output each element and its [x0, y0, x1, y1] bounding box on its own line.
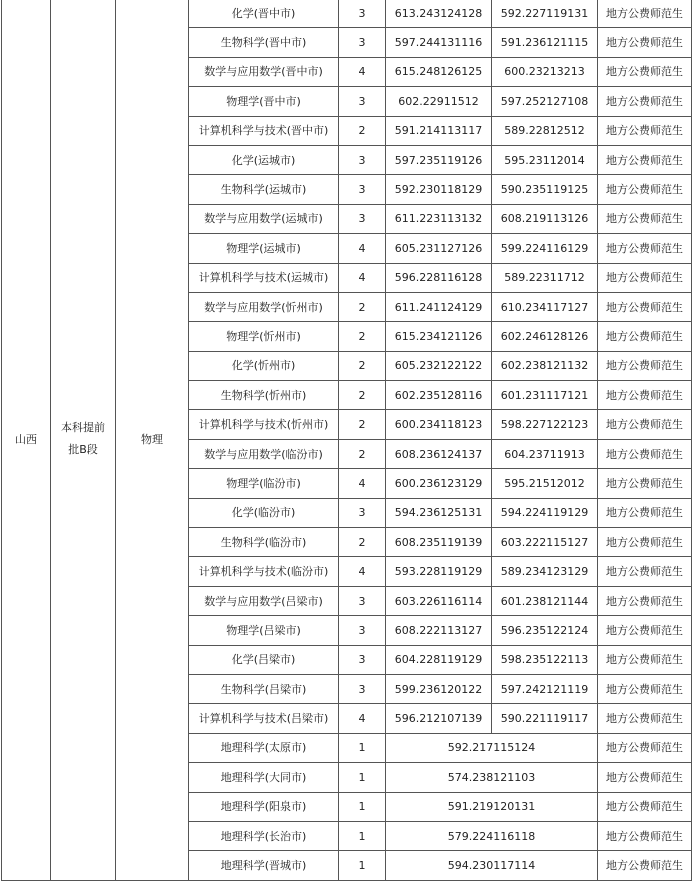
- note-cell: 地方公费师范生: [598, 28, 692, 57]
- note-cell: 地方公费师范生: [598, 292, 692, 321]
- major-cell: 生物科学(吕梁市): [189, 674, 339, 703]
- major-cell: 物理学(运城市): [189, 234, 339, 263]
- plan-count-cell: 4: [339, 469, 386, 498]
- plan-count-cell: 3: [339, 0, 386, 28]
- note-cell: 地方公费师范生: [598, 263, 692, 292]
- note-cell: 地方公费师范生: [598, 704, 692, 733]
- major-cell: 生物科学(运城市): [189, 175, 339, 204]
- min-score-cell: 601.238121144: [492, 586, 598, 615]
- max-score-cell: 600.234118123: [386, 410, 492, 439]
- plan-count-cell: 2: [339, 351, 386, 380]
- min-score-cell: 602.238121132: [492, 351, 598, 380]
- plan-count-cell: 1: [339, 821, 386, 850]
- plan-count-cell: 2: [339, 322, 386, 351]
- min-score-cell: 598.235122113: [492, 645, 598, 674]
- min-score-cell: 596.235122124: [492, 616, 598, 645]
- min-score-cell: 604.23711913: [492, 439, 598, 468]
- plan-count-cell: 1: [339, 763, 386, 792]
- table-row: [2, 0, 692, 28]
- major-cell: 地理科学(晋城市): [189, 851, 339, 880]
- plan-count-cell: 1: [339, 851, 386, 880]
- note-cell: 地方公费师范生: [598, 204, 692, 233]
- major-cell: 计算机科学与技术(临汾市): [189, 557, 339, 586]
- max-score-cell: 592.230118129: [386, 175, 492, 204]
- note-cell: 地方公费师范生: [598, 733, 692, 762]
- min-score-cell: 602.246128126: [492, 322, 598, 351]
- major-cell: 生物科学(晋中市): [189, 28, 339, 57]
- major-cell: 计算机科学与技术(忻州市): [189, 410, 339, 439]
- max-score-cell: 608.235119139: [386, 528, 492, 557]
- min-score-cell: 610.234117127: [492, 292, 598, 321]
- major-cell: 地理科学(大同市): [189, 763, 339, 792]
- min-score-cell: 590.221119117: [492, 704, 598, 733]
- note-cell: 地方公费师范生: [598, 586, 692, 615]
- admission-scores-table: [1, 0, 692, 881]
- note-cell: 地方公费师范生: [598, 0, 692, 28]
- max-score-cell: 608.222113127: [386, 616, 492, 645]
- plan-count-cell: 3: [339, 87, 386, 116]
- major-cell: 化学(晋中市): [189, 0, 339, 28]
- max-score-cell: 605.231127126: [386, 234, 492, 263]
- plan-count-cell: 3: [339, 616, 386, 645]
- min-score-cell: 594.224119129: [492, 498, 598, 527]
- note-cell: 地方公费师范生: [598, 145, 692, 174]
- note-cell: 地方公费师范生: [598, 763, 692, 792]
- major-cell: 化学(运城市): [189, 145, 339, 174]
- score-cell: 591.219120131: [386, 792, 598, 821]
- note-cell: 地方公费师范生: [598, 851, 692, 880]
- note-cell: 地方公费师范生: [598, 645, 692, 674]
- note-cell: 地方公费师范生: [598, 322, 692, 351]
- major-cell: 数学与应用数学(吕梁市): [189, 586, 339, 615]
- min-score-cell: 608.219113126: [492, 204, 598, 233]
- min-score-cell: 591.236121115: [492, 28, 598, 57]
- major-cell: 数学与应用数学(运城市): [189, 204, 339, 233]
- max-score-cell: 603.226116114: [386, 586, 492, 615]
- plan-count-cell: 2: [339, 116, 386, 145]
- note-cell: 地方公费师范生: [598, 87, 692, 116]
- plan-count-cell: 3: [339, 204, 386, 233]
- max-score-cell: 594.236125131: [386, 498, 492, 527]
- major-cell: 数学与应用数学(临汾市): [189, 439, 339, 468]
- subject-cell: 物理: [116, 0, 189, 880]
- major-cell: 地理科学(阳泉市): [189, 792, 339, 821]
- note-cell: 地方公费师范生: [598, 439, 692, 468]
- major-cell: 物理学(忻州市): [189, 322, 339, 351]
- plan-count-cell: 2: [339, 528, 386, 557]
- note-cell: 地方公费师范生: [598, 175, 692, 204]
- score-cell: 574.238121103: [386, 763, 598, 792]
- note-cell: 地方公费师范生: [598, 469, 692, 498]
- major-cell: 计算机科学与技术(运城市): [189, 263, 339, 292]
- major-cell: 生物科学(忻州市): [189, 381, 339, 410]
- major-cell: 计算机科学与技术(吕梁市): [189, 704, 339, 733]
- note-cell: 地方公费师范生: [598, 57, 692, 86]
- plan-count-cell: 2: [339, 410, 386, 439]
- plan-count-cell: 3: [339, 498, 386, 527]
- max-score-cell: 591.214113117: [386, 116, 492, 145]
- plan-count-cell: 3: [339, 145, 386, 174]
- note-cell: 地方公费师范生: [598, 557, 692, 586]
- major-cell: 化学(临汾市): [189, 498, 339, 527]
- note-cell: 地方公费师范生: [598, 528, 692, 557]
- note-cell: 地方公费师范生: [598, 616, 692, 645]
- major-cell: 生物科学(临汾市): [189, 528, 339, 557]
- plan-count-cell: 4: [339, 263, 386, 292]
- major-cell: 物理学(吕梁市): [189, 616, 339, 645]
- max-score-cell: 597.235119126: [386, 145, 492, 174]
- plan-count-cell: 3: [339, 28, 386, 57]
- note-cell: 地方公费师范生: [598, 792, 692, 821]
- note-cell: 地方公费师范生: [598, 674, 692, 703]
- major-cell: 数学与应用数学(忻州市): [189, 292, 339, 321]
- score-cell: 594.230117114: [386, 851, 598, 880]
- major-cell: 计算机科学与技术(晋中市): [189, 116, 339, 145]
- min-score-cell: 589.234123129: [492, 557, 598, 586]
- max-score-cell: 597.244131116: [386, 28, 492, 57]
- max-score-cell: 596.212107139: [386, 704, 492, 733]
- min-score-cell: 592.227119131: [492, 0, 598, 28]
- max-score-cell: 600.236123129: [386, 469, 492, 498]
- min-score-cell: 601.231117121: [492, 381, 598, 410]
- min-score-cell: 595.21512012: [492, 469, 598, 498]
- plan-count-cell: 3: [339, 175, 386, 204]
- plan-count-cell: 2: [339, 381, 386, 410]
- major-cell: 地理科学(长治市): [189, 821, 339, 850]
- min-score-cell: 597.252127108: [492, 87, 598, 116]
- plan-count-cell: 3: [339, 674, 386, 703]
- min-score-cell: 590.235119125: [492, 175, 598, 204]
- min-score-cell: 598.227122123: [492, 410, 598, 439]
- note-cell: 地方公费师范生: [598, 821, 692, 850]
- note-cell: 地方公费师范生: [598, 116, 692, 145]
- plan-count-cell: 1: [339, 733, 386, 762]
- plan-count-cell: 4: [339, 557, 386, 586]
- max-score-cell: 604.228119129: [386, 645, 492, 674]
- note-cell: 地方公费师范生: [598, 498, 692, 527]
- note-cell: 地方公费师范生: [598, 410, 692, 439]
- max-score-cell: 608.236124137: [386, 439, 492, 468]
- max-score-cell: 593.228119129: [386, 557, 492, 586]
- max-score-cell: 613.243124128: [386, 0, 492, 28]
- max-score-cell: 615.234121126: [386, 322, 492, 351]
- major-cell: 化学(忻州市): [189, 351, 339, 380]
- plan-count-cell: 1: [339, 792, 386, 821]
- min-score-cell: 589.22812512: [492, 116, 598, 145]
- plan-count-cell: 4: [339, 57, 386, 86]
- max-score-cell: 602.235128116: [386, 381, 492, 410]
- max-score-cell: 615.248126125: [386, 57, 492, 86]
- min-score-cell: 600.23213213: [492, 57, 598, 86]
- major-cell: 数学与应用数学(晋中市): [189, 57, 339, 86]
- plan-count-cell: 4: [339, 704, 386, 733]
- max-score-cell: 611.241124129: [386, 292, 492, 321]
- note-cell: 地方公费师范生: [598, 234, 692, 263]
- min-score-cell: 595.23112014: [492, 145, 598, 174]
- max-score-cell: 602.22911512: [386, 87, 492, 116]
- note-cell: 地方公费师范生: [598, 351, 692, 380]
- plan-count-cell: 4: [339, 234, 386, 263]
- score-cell: 579.224116118: [386, 821, 598, 850]
- province-cell: 山西: [2, 0, 51, 880]
- min-score-cell: 589.22311712: [492, 263, 598, 292]
- note-cell: 地方公费师范生: [598, 381, 692, 410]
- min-score-cell: 599.224116129: [492, 234, 598, 263]
- min-score-cell: 603.222115127: [492, 528, 598, 557]
- score-cell: 592.217115124: [386, 733, 598, 762]
- major-cell: 地理科学(太原市): [189, 733, 339, 762]
- major-cell: 物理学(晋中市): [189, 87, 339, 116]
- min-score-cell: 597.242121119: [492, 674, 598, 703]
- max-score-cell: 596.228116128: [386, 263, 492, 292]
- plan-count-cell: 3: [339, 586, 386, 615]
- max-score-cell: 611.223113132: [386, 204, 492, 233]
- max-score-cell: 599.236120122: [386, 674, 492, 703]
- plan-count-cell: 2: [339, 439, 386, 468]
- plan-count-cell: 3: [339, 645, 386, 674]
- max-score-cell: 605.232122122: [386, 351, 492, 380]
- batch-cell: 本科提前批B段: [51, 0, 116, 880]
- major-cell: 化学(吕梁市): [189, 645, 339, 674]
- plan-count-cell: 2: [339, 292, 386, 321]
- major-cell: 物理学(临汾市): [189, 469, 339, 498]
